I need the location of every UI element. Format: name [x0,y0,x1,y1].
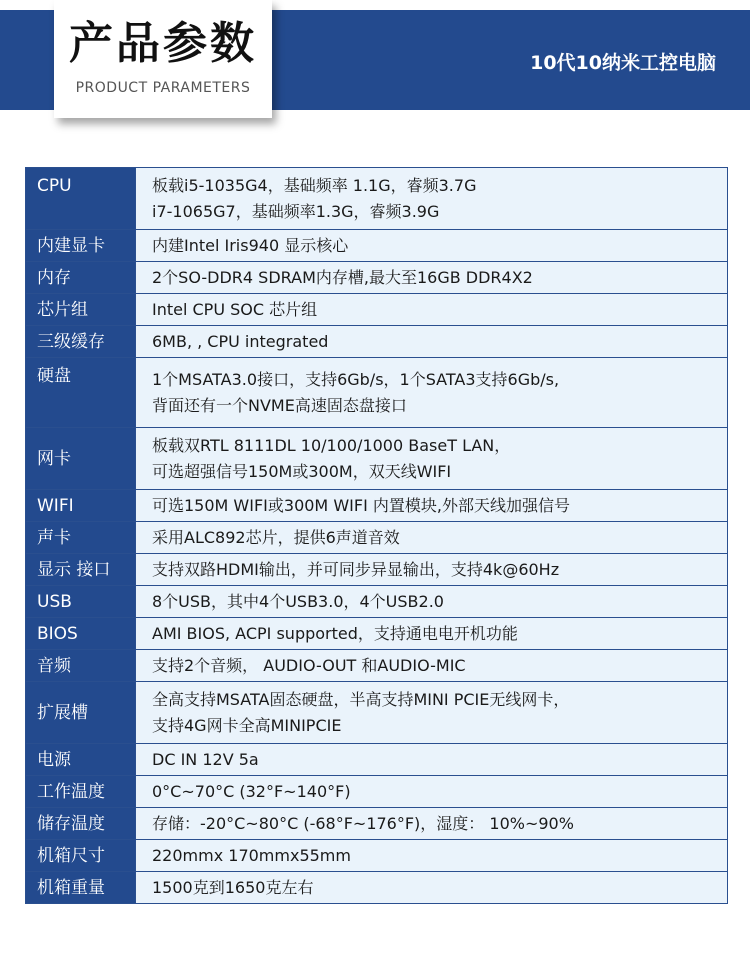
spec-row [26,168,728,230]
spec-value [136,230,728,262]
spec-value [136,808,728,840]
spec-label: 机箱重量 [26,872,136,904]
spec-value-line: 220mmx 170mmx55mm [152,845,351,865]
spec-label: BIOS [26,618,136,650]
spec-value-line: i7-1065G7，基础频率1.3G，睿频3.9G [152,201,440,221]
spec-row [26,294,728,326]
spec-value [136,682,728,744]
spec-value-line: 0°C~70°C (32°F~140°F) [152,781,351,801]
spec-value-line: 可选150M WIFI或300M WIFI 内置模块,外部天线加强信号 [152,495,570,515]
spec-row [26,326,728,358]
spec-value-line: 1500克到1650克左右 [152,877,314,897]
spec-row [26,808,728,840]
spec-value [136,522,728,554]
spec-label: 内存 [26,262,136,294]
spec-value [136,262,728,294]
product-subtitle: 10代10纳米工控电脑 [530,52,716,74]
spec-label: 机箱尺寸 [26,840,136,872]
spec-value-line: 采用ALC892芯片，提供6声道音效 [152,527,400,547]
spec-value-line: 6MB, , CPU integrated [152,331,329,351]
spec-value-line: 背面还有一个NVME高速固态盘接口 [152,395,407,415]
spec-label: 网卡 [26,428,136,490]
spec-row [26,358,728,428]
spec-value-line: 支持4G网卡全高MINIPCIE [152,715,342,735]
spec-row [26,682,728,744]
spec-row [26,618,728,650]
spec-value [136,554,728,586]
spec-value [136,490,728,522]
spec-value-line: 存储：-20°C~80°C (-68°F~176°F)，湿度： 10%~90% [152,813,574,833]
spec-value [136,358,728,428]
spec-label: 内建显卡 [26,230,136,262]
spec-value [136,744,728,776]
spec-row [26,744,728,776]
spec-label: 工作温度 [26,776,136,808]
spec-value-line: 板载i5-1035G4，基础频率 1.1G，睿频3.7G [152,175,477,195]
spec-value-line: 1个MSATA3.0接口，支持6Gb/s，1个SATA3支持6Gb/s, [152,369,560,389]
spec-row [26,428,728,490]
spec-value-line: 2个SO-DDR4 SDRAM内存槽,最大至16GB DDR4X2 [152,267,533,287]
spec-row [26,522,728,554]
spec-label: 音频 [26,650,136,682]
spec-label: 显示 接口 [26,554,136,586]
spec-value-line: 支持双路HDMI输出，并可同步异显输出，支持4k@60Hz [152,559,560,579]
spec-value-line: 支持2个音频， AUDIO-OUT 和AUDIO-MIC [152,655,466,675]
spec-row [26,262,728,294]
spec-row [26,872,728,904]
spec-value [136,326,728,358]
spec-value-line: 可选超强信号150M或300M，双天线WIFI [152,461,452,481]
spec-row [26,490,728,522]
spec-label: 电源 [26,744,136,776]
spec-value-line: Intel CPU SOC 芯片组 [152,299,318,319]
spec-label: 扩展槽 [26,682,136,744]
spec-value-line: 板载双RTL 8111DL 10/100/1000 BaseT LAN， [152,435,511,455]
spec-value [136,872,728,904]
spec-value-line: DC IN 12V 5a [152,749,259,769]
page-title: 产品参数 [69,18,257,69]
spec-label: USB [26,586,136,618]
spec-row [26,650,728,682]
page-title-english: PRODUCT PARAMETERS [75,80,251,96]
spec-label: 储存温度 [26,808,136,840]
spec-value [136,586,728,618]
spec-value [136,650,728,682]
spec-value-line: AMI BIOS, ACPI supported，支持通电电开机功能 [152,623,518,643]
spec-label: 声卡 [26,522,136,554]
spec-row [26,230,728,262]
spec-label: 三级缓存 [26,326,136,358]
title-card [54,0,272,118]
spec-table [25,167,728,904]
spec-label: 硬盘 [26,358,136,428]
spec-row [26,554,728,586]
spec-value-line: 内建Intel Iris940 显示核心 [152,235,349,255]
spec-label: CPU [26,168,136,230]
spec-value [136,776,728,808]
spec-value [136,428,728,490]
spec-row [26,776,728,808]
spec-value [136,840,728,872]
spec-row [26,586,728,618]
spec-label: 芯片组 [26,294,136,326]
spec-value-line: 8个USB，其中4个USB3.0，4个USB2.0 [152,591,444,611]
spec-label: WIFI [26,490,136,522]
spec-value [136,168,728,230]
spec-value [136,294,728,326]
spec-value-line: 全高支持MSATA固态硬盘，半高支持MINI PCIE无线网卡， [152,689,570,709]
spec-value [136,618,728,650]
spec-row [26,840,728,872]
